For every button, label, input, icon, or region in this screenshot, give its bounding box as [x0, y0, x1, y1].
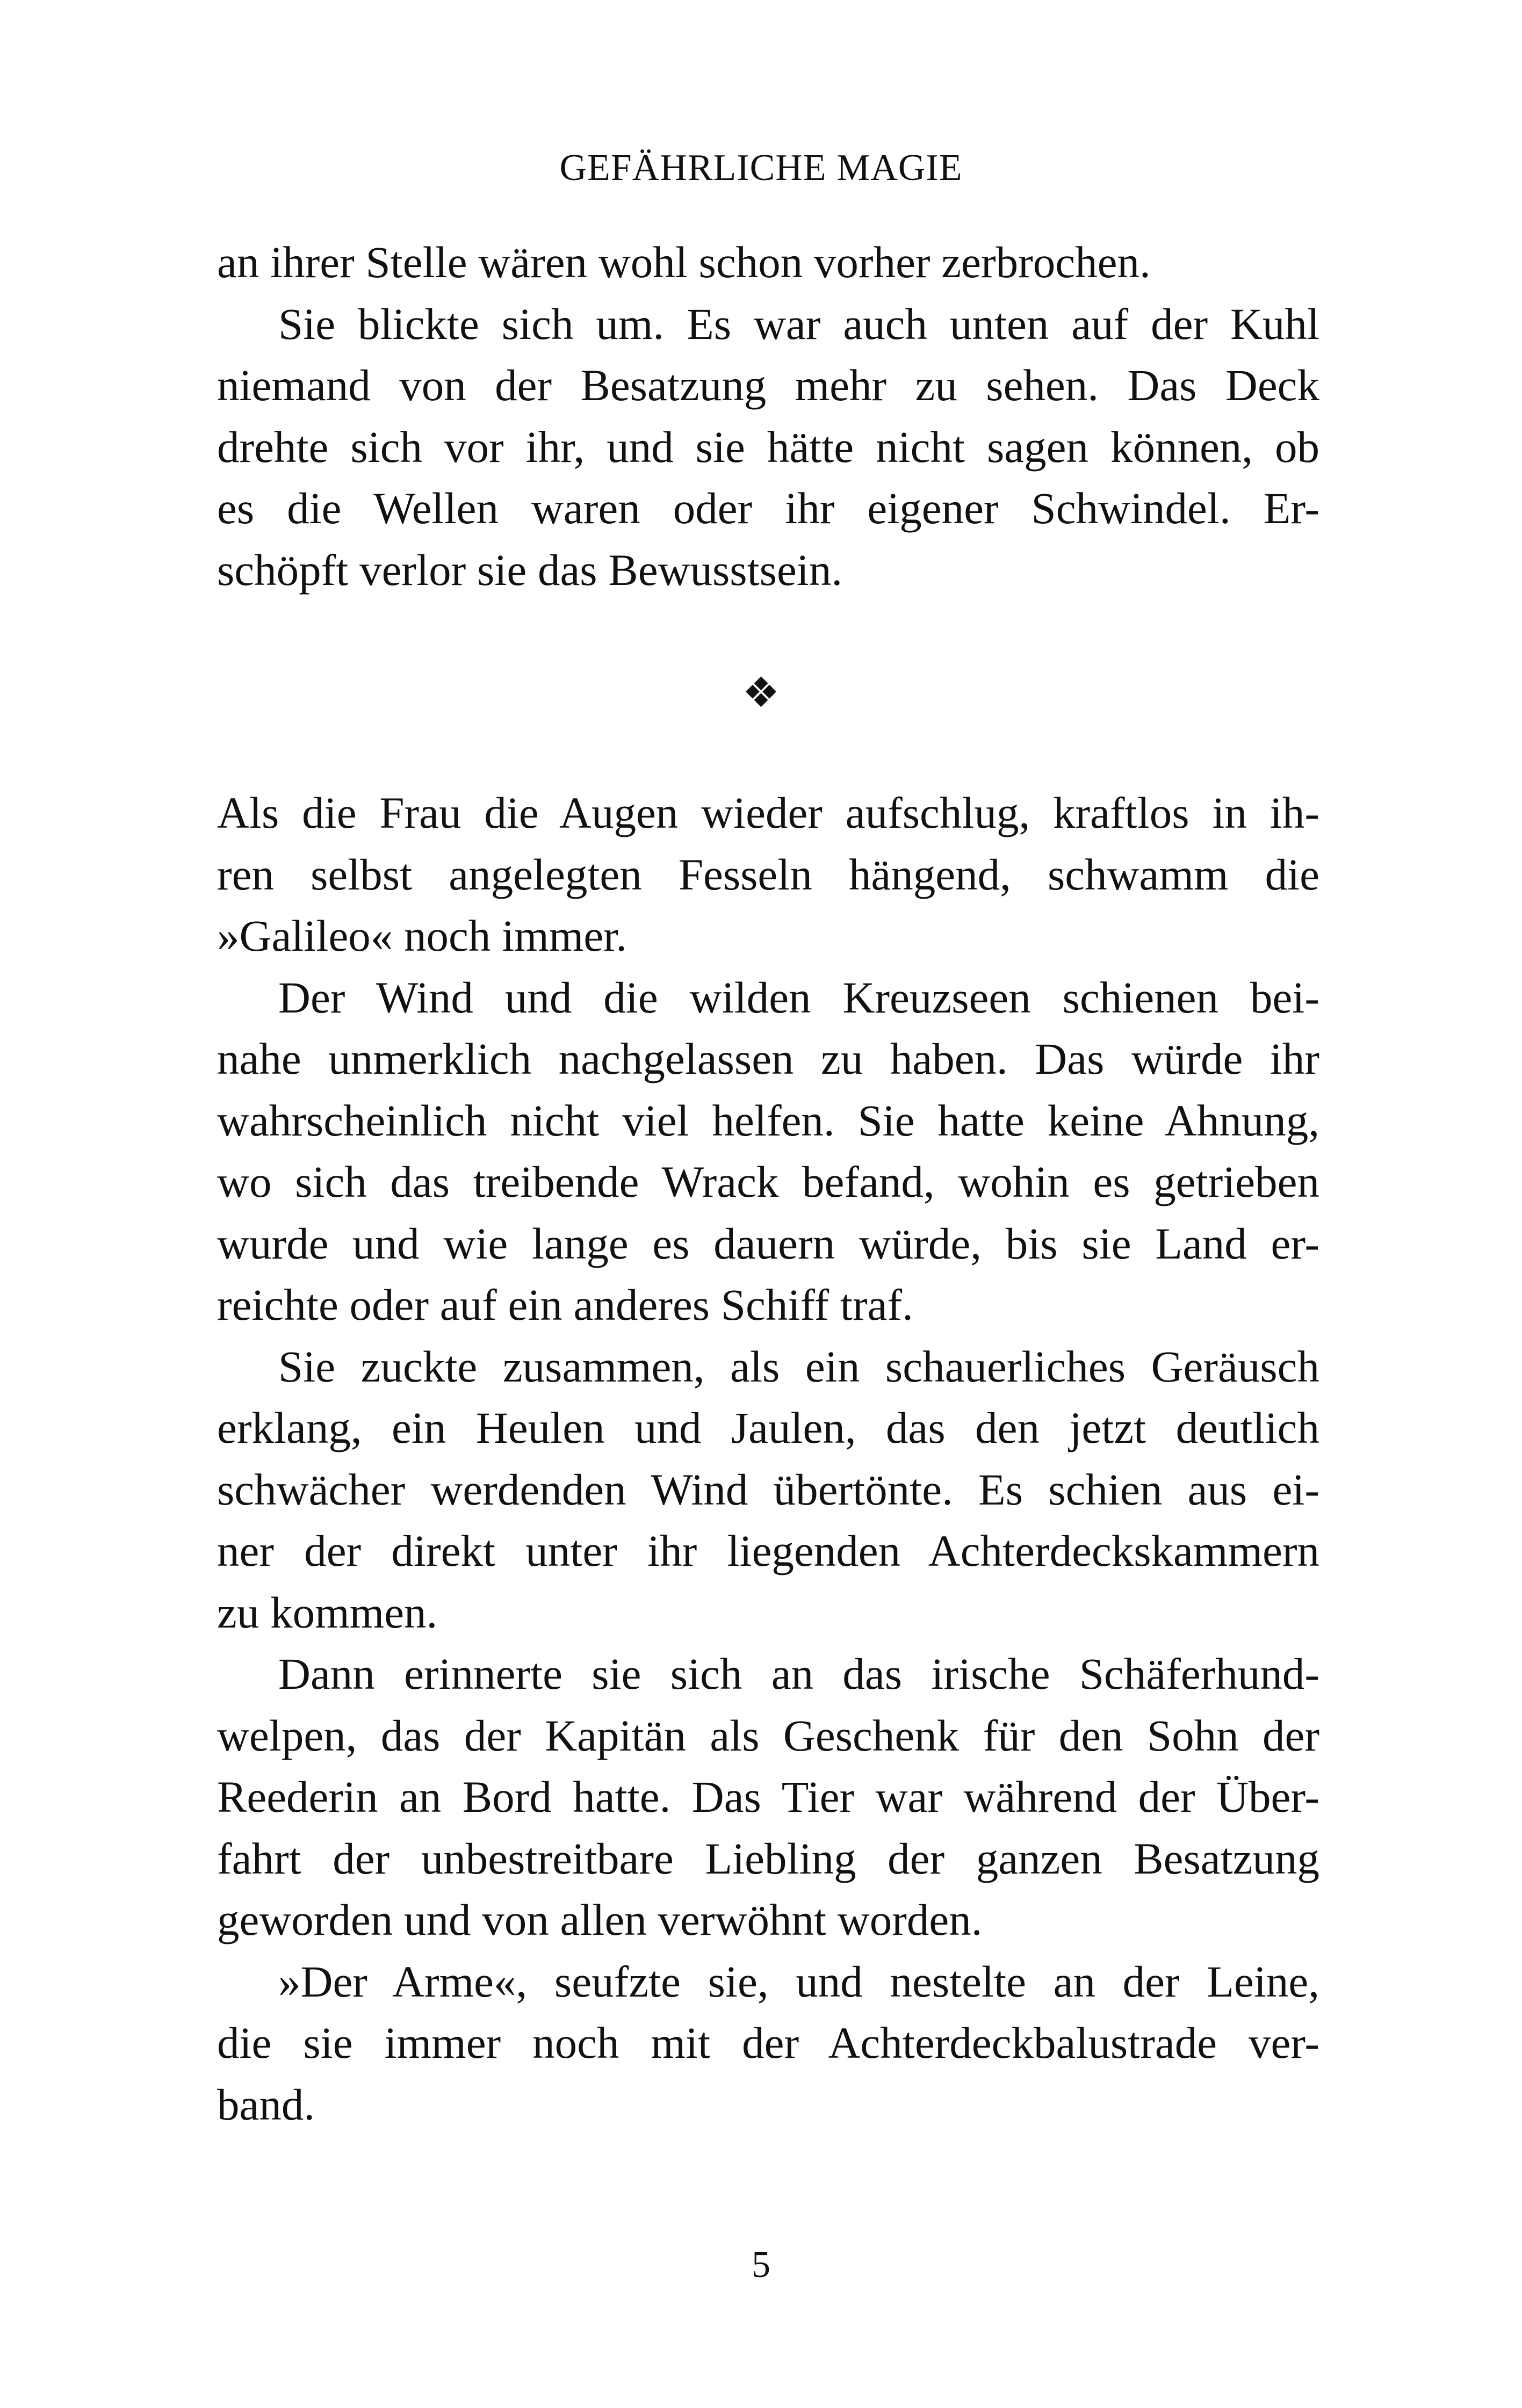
text-line: erklang, ein Heulen und Jaulen, das den jetzt deutlich [217, 1403, 1319, 1452]
text-line: wo sich das treibende Wrack befand, wohin es getrieben [217, 1157, 1319, 1206]
text-line: geworden und von allen verwöhnt worden. [217, 1895, 983, 1944]
text-line: wahrscheinlich nicht viel helfen. Sie hatte keine Ahnung, [217, 1095, 1319, 1145]
section-break-ornament-icon: ❖ [742, 669, 780, 717]
text-line: es die Wellen waren oder ihr eigener Schwindel. Er- [217, 483, 1319, 533]
text-line: Dann erinnerte sie sich an das irische Schäferhund- [278, 1649, 1319, 1698]
text-line: die sie immer noch mit der Achterdeckbalustrade ver- [217, 2018, 1319, 2067]
text-line: reichte oder auf ein anderes Schiff traf. [217, 1280, 913, 1329]
text-line: »Galileo« noch immer. [217, 911, 627, 960]
text-section-before-break [217, 232, 1319, 601]
text-line: Der Wind und die wilden Kreuzseen schienen bei- [278, 972, 1319, 1022]
text-line: niemand von der Besatzung mehr zu sehen. Das Deck [217, 360, 1319, 410]
text-line: ner der direkt unter ihr liegenden Achterdeckskammern [217, 1526, 1319, 1575]
text-section-after-break [217, 782, 1319, 2135]
text-line: drehte sich vor ihr, und sie hätte nicht sagen können, ob [217, 422, 1319, 472]
running-head-title: GEFÄHRLICHE MAGIE [559, 147, 963, 189]
text-line: Sie zuckte zusammen, als ein schauerliches Geräusch [278, 1341, 1319, 1391]
text-line: schöpft verlor sie das Bewusstsein. [217, 545, 843, 595]
text-line: Reederin an Bord hatte. Das Tier war während der Über- [217, 1772, 1319, 1821]
text-line: band. [217, 2079, 315, 2129]
text-line: fahrt der unbestreitbare Liebling der ganzen Besatzung [217, 1833, 1319, 1883]
page-number: 5 [752, 2244, 770, 2286]
text-line: welpen, das der Kapitän als Geschenk für den Sohn der [217, 1710, 1319, 1760]
text-line: ren selbst angelegten Fesseln hängend, schwamm die [217, 849, 1319, 899]
text-line: zu kommen. [217, 1587, 438, 1637]
text-line: nahe unmerklich nachgelassen zu haben. Das würde ihr [217, 1034, 1319, 1083]
text-line: wurde und wie lange es dauern würde, bis sie Land er- [217, 1218, 1319, 1268]
text-line: schwächer werdenden Wind übertönte. Es schien aus ei- [217, 1464, 1319, 1514]
text-line: »Der Arme«, seufzte sie, und nestelte an der Leine, [278, 1956, 1319, 2006]
text-line: Als die Frau die Augen wieder aufschlug, kraftlos in ih- [217, 788, 1319, 837]
text-line: Sie blickte sich um. Es war auch unten auf der Kuhl [278, 299, 1319, 349]
text-line: an ihrer Stelle wären wohl schon vorher zerbrochen. [217, 237, 1151, 287]
